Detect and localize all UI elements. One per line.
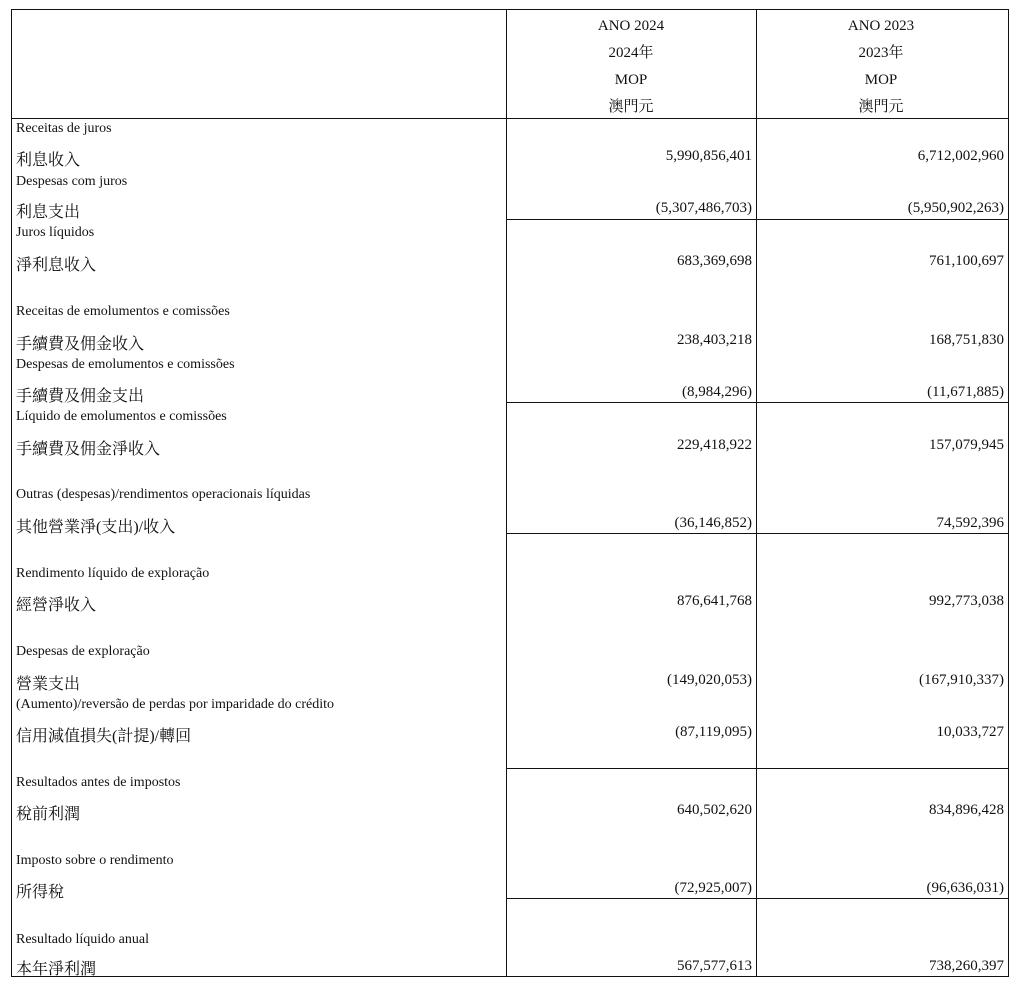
row-other-operating-2024: (36,146,852) [674,515,752,531]
row-operating-expenses-2024: (149,020,053) [667,672,752,688]
row-credit-impairment-zh: 信用減值損失(計提)/轉回 [16,728,192,745]
row-fee-income-2023: 168,751,830 [929,332,1004,348]
row-operating-expenses-pt: Despesas de exploração [16,644,150,659]
row-interest-income-2023: 6,712,002,960 [917,148,1004,164]
row-profit-before-tax-2024: 640,502,620 [677,802,752,818]
row-interest-income-2024: 5,990,856,401 [665,148,752,164]
header-2023-line4: 澳門元 [858,99,904,115]
row-net-fee-zh: 手續費及佣金淨收入 [16,441,161,458]
row-fee-expense-2023: (11,671,885) [927,384,1004,400]
row-income-tax-2024: (72,925,007) [674,880,752,896]
column-divider-1 [506,10,507,976]
row-fee-income-2024: 238,403,218 [677,332,752,348]
subtotal-rule-2 [506,402,1008,403]
row-net-fee-2023: 157,079,945 [929,437,1004,453]
row-credit-impairment-pt: (Aumento)/reversão de perdas por imparidade do crédito [16,697,334,712]
row-interest-expense-zh: 利息支出 [16,204,81,221]
header-2024 [507,13,755,121]
income-statement-table [11,9,1009,977]
header-2024-line4: 澳門元 [608,99,654,115]
row-fee-expense-zh: 手續費及佣金支出 [16,388,145,405]
row-fee-income-pt: Receitas de emolumentos e comissões [16,304,230,319]
row-interest-expense-pt: Despesas com juros [16,174,128,189]
row-net-profit-pt: Resultado líquido anual [16,932,149,947]
header-2023-line1: ANO 2023 [847,18,915,34]
header-2024-line3: MOP [614,72,648,88]
row-income-tax-2023: (96,636,031) [926,880,1004,896]
row-fee-income-zh: 手續費及佣金收入 [16,336,145,353]
row-interest-income-zh: 利息收入 [16,152,81,169]
row-fee-expense-pt: Despesas de emolumentos e comissões [16,357,235,372]
row-net-profit-zh: 本年淨利潤 [16,961,97,978]
subtotal-rule-5 [506,898,1008,899]
row-net-profit-2023: 738,260,397 [929,958,1004,974]
row-interest-expense-2024: (5,307,486,703) [655,200,752,216]
subtotal-rule-1 [506,219,1008,220]
row-net-interest-2024: 683,369,698 [677,253,752,269]
row-net-interest-pt: Juros líquidos [16,225,95,240]
subtotal-rule-4 [506,768,1008,769]
row-net-operating-income-2023: 992,773,038 [929,593,1004,609]
header-2023-line2: 2023年 [858,45,904,61]
row-income-tax-zh: 所得稅 [16,884,65,901]
header-2024-line1: ANO 2024 [597,18,665,34]
row-other-operating-2023: 74,592,396 [936,515,1004,531]
row-other-operating-pt: Outras (despesas)/rendimentos operacionais líquidas [16,487,311,502]
row-net-fee-pt: Líquido de emolumentos e comissões [16,409,227,424]
row-net-operating-income-zh: 經營淨收入 [16,597,97,614]
column-divider-2 [756,10,757,976]
row-credit-impairment-2023: 10,033,727 [936,724,1004,740]
row-net-interest-2023: 761,100,697 [929,253,1004,269]
row-profit-before-tax-pt: Resultados antes de impostos [16,775,181,790]
header-2023 [757,13,1005,121]
row-credit-impairment-2024: (87,119,095) [675,724,752,740]
header-2023-line3: MOP [864,72,898,88]
row-operating-expenses-2023: (167,910,337) [919,672,1004,688]
row-other-operating-zh: 其他營業淨(支出)/收入 [16,519,176,536]
row-interest-income-pt: Receitas de juros [16,121,112,136]
row-net-profit-2024: 567,577,613 [677,958,752,974]
row-net-fee-2024: 229,418,922 [677,437,752,453]
row-net-operating-income-pt: Rendimento líquido de exploração [16,566,210,581]
row-net-operating-income-2024: 876,641,768 [677,593,752,609]
row-profit-before-tax-zh: 稅前利潤 [16,806,81,823]
subtotal-rule-3 [506,533,1008,534]
row-net-interest-zh: 淨利息收入 [16,257,97,274]
row-income-tax-pt: Imposto sobre o rendimento [16,853,174,868]
row-interest-expense-2023: (5,950,902,263) [907,200,1004,216]
header-2024-line2: 2024年 [608,45,654,61]
row-operating-expenses-zh: 營業支出 [16,676,81,693]
row-fee-expense-2024: (8,984,296) [682,384,752,400]
row-profit-before-tax-2023: 834,896,428 [929,802,1004,818]
